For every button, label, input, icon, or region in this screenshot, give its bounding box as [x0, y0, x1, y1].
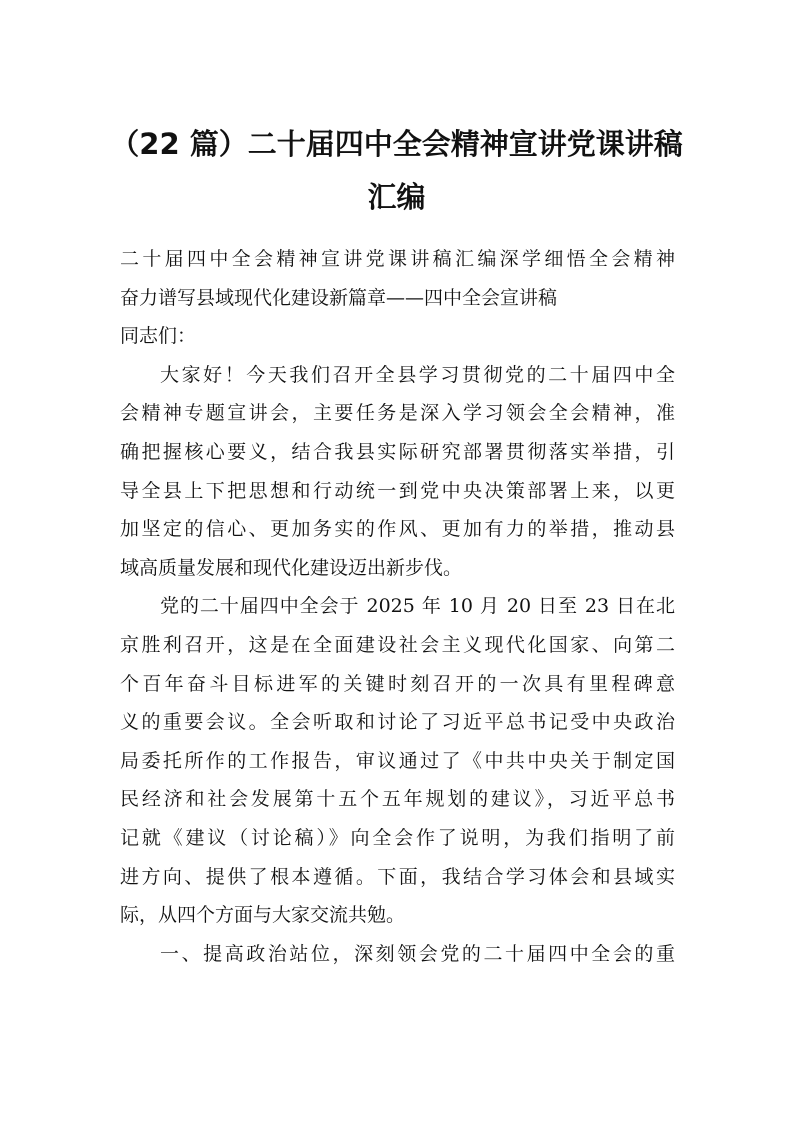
paragraph-3: [120, 935, 675, 974]
section-heading-line: 一、提高政治站位，深刻领会党的二十届四中全会的重: [160, 942, 675, 965]
paragraph-line: 会精神专题宣讲会，主要任务是深入学习领会全会精神，准: [120, 402, 675, 425]
document-body: [120, 240, 675, 973]
title-line-2: 汇编: [367, 180, 426, 214]
subtitle-line-2: 奋力谱写县域现代化建设新篇章——四中全会宣讲稿: [120, 286, 558, 309]
paragraph-line: 民经济和社会发展第十五个五年规划的建议》，习近平总书: [120, 788, 675, 811]
paragraph-line: 确把握核心要义，结合我县实际研究部署贯彻落实举措，引: [120, 440, 675, 463]
document-title: [110, 118, 683, 224]
title-line-1: （22 篇）二十届四中全会精神宣讲党课讲稿: [110, 127, 683, 161]
paragraph-2: [120, 587, 675, 934]
paragraph-line: 局委托所作的工作报告，审议通过了《中共中央关于制定国: [120, 749, 675, 772]
paragraph-line: 京胜利召开，这是在全面建设社会主义现代化国家、向第二: [120, 633, 675, 656]
paragraph-line: 大家好！今天我们召开全县学习贯彻党的二十届四中全: [160, 363, 675, 386]
paragraph-line: 际，从四个方面与大家交流共勉。: [120, 904, 406, 927]
paragraph-line: 义的重要会议。全会听取和讨论了习近平总书记受中央政治: [120, 711, 675, 734]
paragraph-line: 加坚定的信心、更加务实的作风、更加有力的举措，推动县: [120, 518, 675, 541]
paragraph-line: 个百年奋斗目标进军的关键时刻召开的一次具有里程碑意: [120, 672, 675, 695]
paragraph-line: 党的二十届四中全会于 2025 年 10 月 20 日至 23 日在北: [160, 595, 675, 618]
subtitle-line-1: 二十届四中全会精神宣讲党课讲稿汇编深学细悟全会精神: [120, 248, 675, 270]
salutation: 同志们：: [120, 325, 197, 348]
paragraph-line: 导全县上下把思想和行动统一到党中央决策部署上来，以更: [120, 479, 675, 502]
paragraph-line: 域高质量发展和现代化建设迈出新步伐。: [120, 556, 463, 579]
paragraph-line: 记就《建议（讨论稿）》向全会作了说明，为我们指明了前: [120, 826, 675, 849]
paragraph-line: 进方向、提供了根本遵循。下面，我结合学习体会和县域实: [120, 865, 675, 888]
paragraph-1: [120, 356, 675, 588]
